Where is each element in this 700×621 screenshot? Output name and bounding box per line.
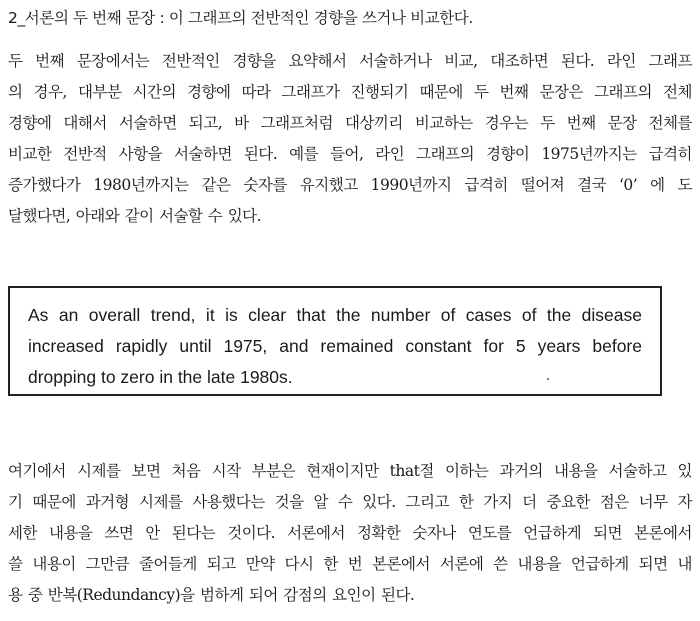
example-sentence-box (8, 286, 662, 396)
paragraph-line: 여기에서 시제를 보면 처음 시작 부분은 현재이지만 that절 이하는 과거의 내용을 서술하고 있 (8, 462, 692, 480)
example-line: increased rapidly until 1975, and remained constant for 5 years before (28, 336, 642, 356)
paragraph-line: 두 번째 문장에서는 전반적인 경향을 요약해서 서술하거나 비교, 대조하면 된다. 라인 그래프 (8, 52, 692, 70)
paragraph-line: 달했다면, 아래와 같이 서술할 수 있다. (8, 207, 262, 225)
paragraph-line: 세한 내용을 쓰면 안 된다는 것이다. 서론에서 정확한 숫자나 연도를 언급하게 되면 본론에서 (8, 524, 692, 542)
example-line: As an overall trend, it is clear that the number of cases of the disease (28, 305, 642, 325)
paragraph-line: 의 경우, 대부분 시간의 경향에 따라 그래프가 진행되기 때문에 두 번째 문장은 그래프의 전체 (8, 83, 692, 101)
paragraph-line: 용 중 반복(Redundancy)을 범하게 되어 감점의 요인이 된다. (8, 586, 415, 604)
example-line: dropping to zero in the late 1980s. (28, 367, 293, 387)
paragraph-intro (8, 46, 692, 232)
paragraph-explanation (8, 456, 692, 611)
paragraph-line: 경향에 대해서 서술하면 되고, 바 그래프처럼 대상끼리 비교하는 경우는 두 번째 문장 전체를 (8, 114, 692, 132)
paragraph-line: 비교한 전반적 사항을 서술하면 된다. 예를 들어, 라인 그래프의 경향이 1975년까지는 급격히 (8, 145, 692, 163)
paragraph-line: 쓸 내용이 그만큼 줄어들게 되고 만약 다시 한 번 본론에서 서론에 쓴 내용을 언급하게 되면 내 (8, 555, 692, 573)
paragraph-line: 기 때문에 과거형 시제를 사용했다는 것을 알 수 있다. 그리고 한 가지 더 중요한 점은 너무 자 (8, 493, 692, 511)
paragraph-line: 증가했다가 1980년까지는 같은 숫자를 유지했고 1990년까지 급격히 떨어져 결국 ‘0’ 에 도 (8, 176, 692, 194)
scan-speck (547, 378, 549, 380)
section-heading: 2_서론의 두 번째 문장 : 이 그래프의 전반적인 경향을 쓰거나 비교한다. (8, 9, 473, 27)
